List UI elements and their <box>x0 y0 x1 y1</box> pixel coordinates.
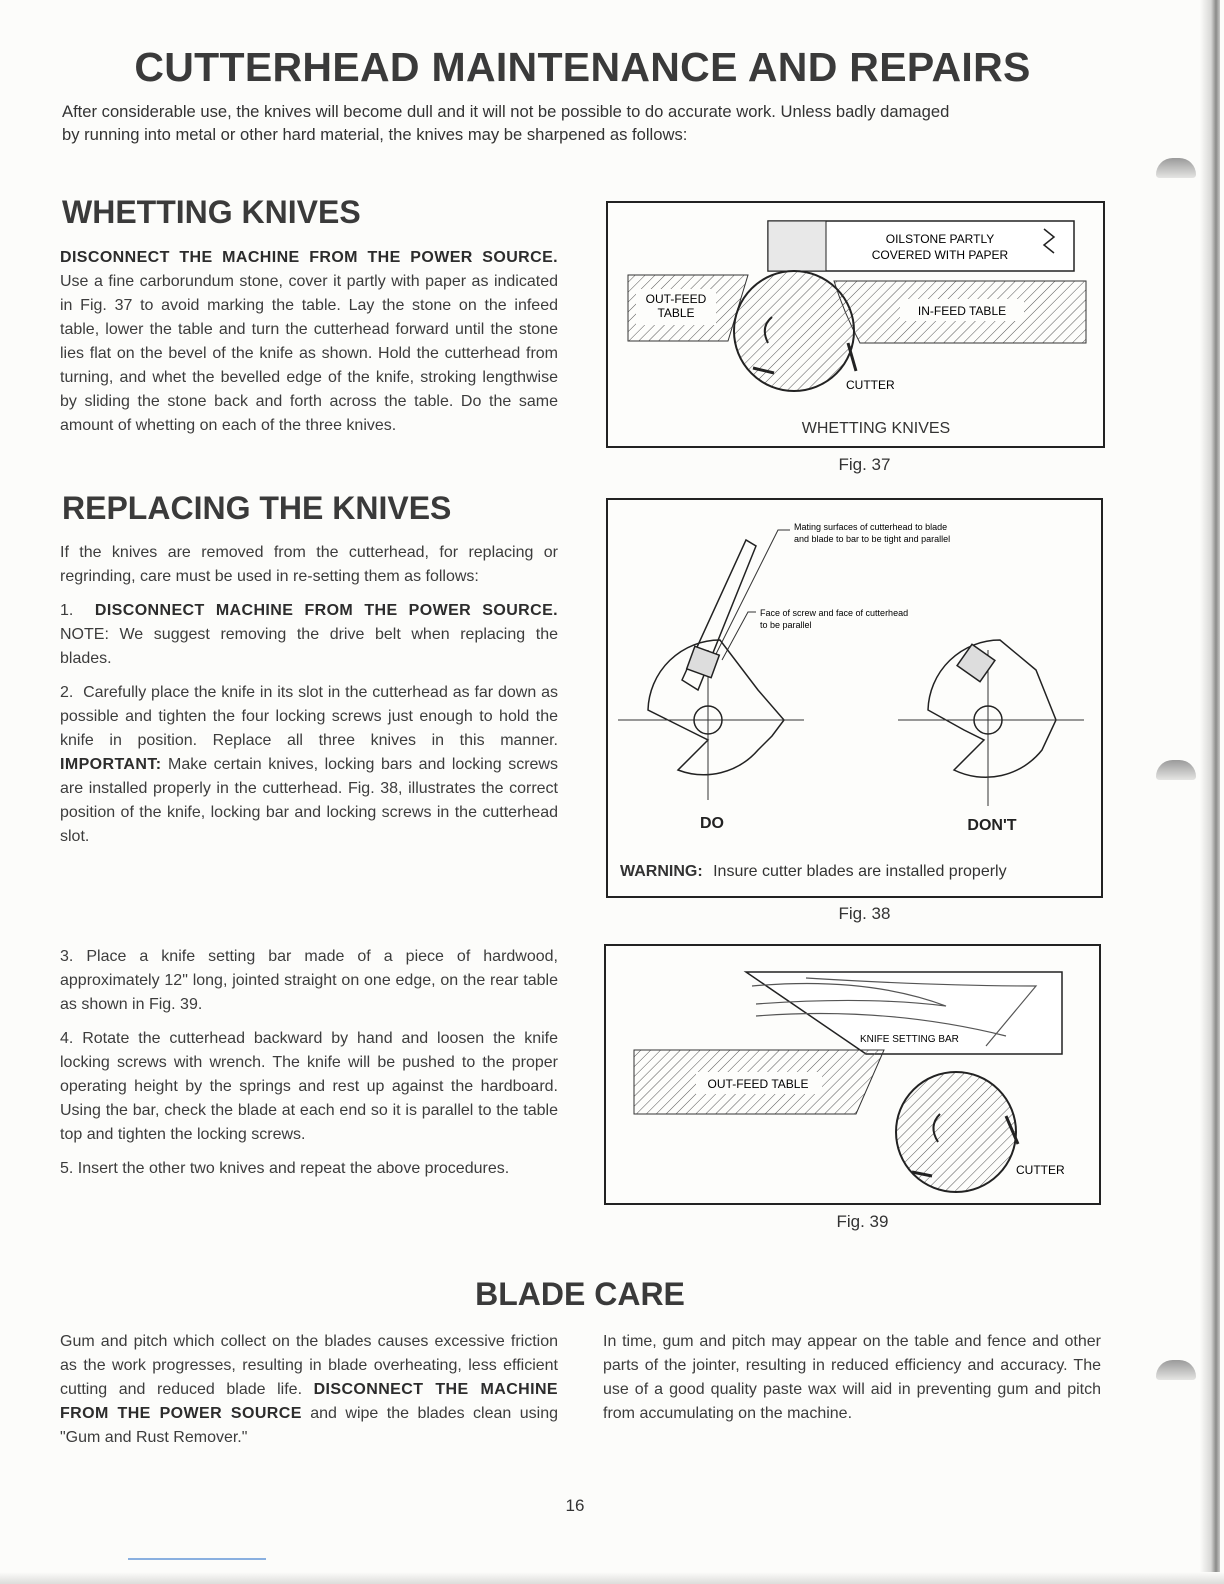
fig38-box <box>606 498 1103 898</box>
blade-care-left-b: and wipe the blades clean using "Gum and Rust Remover." <box>60 1405 558 1446</box>
fig39-cutter-label: CUTTER <box>1016 1163 1065 1177</box>
blade-care-lead: DISCONNECT THE MACHINE FROM THE POWER SOURCE <box>60 1381 558 1422</box>
replacing-text-continued <box>60 945 558 1191</box>
blade-care-heading: BLADE CARE <box>475 1276 685 1312</box>
intro-line: After considerable use, the knives will become dull and it will not be possible to do accurate work. Unless badly damaged <box>62 102 950 121</box>
fig37-inner-caption: WHETTING KNIVES <box>801 420 951 437</box>
step-1 <box>60 599 558 671</box>
fig39-bar-label: KNIFE SETTING BAR <box>860 1034 959 1045</box>
blade-care-left <box>60 1330 558 1460</box>
replacing-intro: If the knives are removed from the cutterhead, for replacing or regrinding, care must be used in re-setting them as follows: <box>60 544 558 585</box>
fig38-note1: and blade to bar to be tight and parallel <box>794 534 951 544</box>
step-2 <box>60 681 558 849</box>
fig38-note1: Mating surfaces of cutterhead to blade <box>794 522 948 532</box>
fig38-warning-text: Insure cutter blades are installed properly <box>713 863 1007 880</box>
oilstone-exposed <box>768 221 826 271</box>
whetting-heading: WHETTING KNIVES <box>62 194 361 230</box>
whetting-lead: DISCONNECT THE MACHINE FROM THE POWER SOURCE. <box>60 249 558 266</box>
replacing-text <box>60 541 558 859</box>
fig38-warning <box>620 863 1007 880</box>
fig39-diagram <box>606 946 1099 1203</box>
step1-lead: DISCONNECT MACHINE FROM THE POWER SOURCE. <box>94 602 558 619</box>
fig38-dont-label: DON'T <box>967 817 1017 834</box>
blade-care-right <box>603 1330 1101 1436</box>
binder-edge <box>1200 0 1220 1584</box>
step2-body-b: Make certain knives, locking bars and locking screws are installed properly in the cutterhead. Fig. 38, illustrates the correct position of the knife, locking bar and locking screws in the cutterhead slot. <box>60 756 558 845</box>
fig37-cutter-label: CUTTER <box>846 378 895 392</box>
fig38-warning-label: WARNING: <box>620 863 703 880</box>
fig37-outfeed-label: OUT-FEED <box>645 292 707 306</box>
dont-cutterhead <box>898 640 1084 806</box>
fig38-note2: to be parallel <box>760 620 812 630</box>
do-cutterhead <box>618 540 804 800</box>
cutter-shape <box>734 271 854 391</box>
whetting-text <box>60 246 558 448</box>
fig37-outfeed-label: TABLE <box>657 306 695 320</box>
replacing-heading: REPLACING THE KNIVES <box>62 490 452 526</box>
binder-hole <box>1156 760 1196 780</box>
blade-care-left-a: Gum and pitch which collect on the blades causes excessive friction as the work progresses, resulting in blade overheating, less efficient cutting and reduced blade life. <box>60 1333 558 1398</box>
step2-body-a: Carefully place the knife in its slot in the cutterhead as far down as possible and tighten the four locking screws just enough to hold the knife in position. Replace all three knives in this manner. <box>60 684 558 749</box>
cutter-shape <box>896 1072 1016 1192</box>
step-number: 1. <box>60 602 74 619</box>
fig37-oilstone-label: COVERED WITH PAPER <box>871 248 1009 262</box>
fig39-outfeed-label: OUT-FEED TABLE <box>707 1077 809 1091</box>
fig37-infeed-label: IN-FEED TABLE <box>917 304 1007 318</box>
step1-body: NOTE: We suggest removing the drive belt when replacing the blades. <box>60 626 558 667</box>
scan-mark <box>128 1558 266 1560</box>
fig38-do-label: DO <box>700 815 724 832</box>
fig39-caption: Fig. 39 <box>836 1212 889 1231</box>
page-bottom-edge <box>0 1572 1224 1584</box>
fig37-box <box>606 201 1105 448</box>
step-5: 5. Insert the other two knives and repeat the above procedures. <box>60 1160 510 1177</box>
binder-hole <box>1156 158 1196 178</box>
step-number: 2. <box>60 684 74 701</box>
fig37-diagram <box>608 203 1103 446</box>
fig38-diagram <box>608 500 1101 896</box>
page-title: CUTTERHEAD MAINTENANCE AND REPAIRS <box>134 44 1031 90</box>
page-number: 16 <box>565 1496 585 1515</box>
fig38-note2: Face of screw and face of cutterhead <box>760 608 909 618</box>
fig38-caption: Fig. 38 <box>838 904 891 923</box>
step-4: 4. Rotate the cutterhead backward by hand and loosen the knife locking screws with wrench. The knife will be pushed to the proper operating height by the springs and rest up against the hardboard. Using the bar, check the blade at each end so it is parallel to the table top and tighten the locking screws. <box>60 1030 558 1143</box>
step2-important: IMPORTANT: <box>60 756 162 773</box>
fig37-caption: Fig. 37 <box>838 455 891 474</box>
whetting-body: Use a fine carborundum stone, cover it partly with paper as indicated in Fig. 37 to avoid marking the table. Lay the stone on the infeed table, lower the table and turn the cutterhead forward until the stone lies flat on the bevel of the knife as shown. Hold the cutterhead from turning, and whet the bevelled edge of the knife, stroking lengthwise by sliding the stone back and forth across the table. Do the same amount of whetting on each of the three knives. <box>60 273 558 434</box>
binder-hole <box>1156 1360 1196 1380</box>
fig37-oilstone-label: OILSTONE PARTLY <box>885 232 995 246</box>
step-3: 3. Place a knife setting bar made of a piece of hardwood, approximately 12" long, jointed straight on one edge, on the rear table as shown in Fig. 39. <box>60 948 558 1013</box>
fig39-box <box>604 944 1101 1205</box>
intro-line: by running into metal or other hard material, the knives may be sharpened as follows: <box>62 125 688 144</box>
blade-care-right-text: In time, gum and pitch may appear on the table and fence and other parts of the jointer, resulting in reduced efficiency and accuracy. The use of a good quality paste wax will aid in preventing gum and pitch from accumulating on the machine. <box>603 1333 1101 1422</box>
intro-paragraph <box>62 100 1112 146</box>
